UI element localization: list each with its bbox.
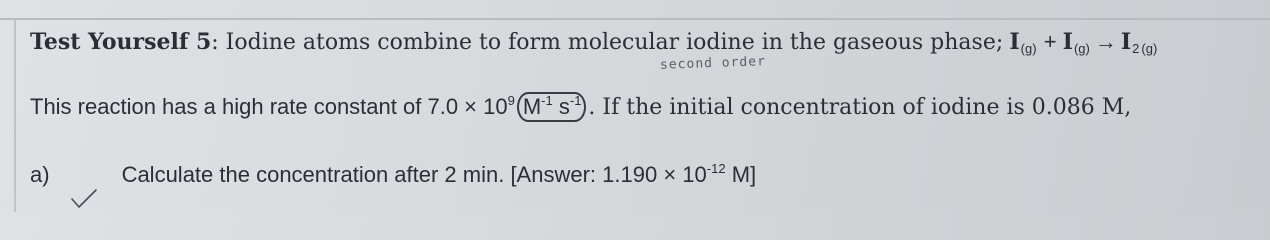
question-title: Test Yourself 5 bbox=[30, 29, 212, 55]
check-mark-icon bbox=[70, 188, 98, 215]
unit-second-exponent: -1 bbox=[569, 93, 582, 108]
part-label: a) bbox=[30, 162, 50, 187]
handwritten-annotation: second order bbox=[659, 54, 767, 73]
plus-sign: + bbox=[1043, 29, 1057, 54]
rate-constant-value bbox=[427, 94, 514, 119]
answer-value bbox=[602, 162, 756, 187]
product-state: (g) bbox=[1141, 41, 1158, 56]
question-line-1 bbox=[30, 29, 1158, 55]
initial-concentration-text: . If the initial concentration of iodine is 0.086 M, bbox=[588, 95, 1132, 120]
reactant-1-state: (g) bbox=[1020, 41, 1037, 56]
answer-exponent: -12 bbox=[706, 161, 726, 176]
rate-constant-mantissa: 7.0 × 10 bbox=[427, 94, 508, 119]
circled-units bbox=[517, 92, 587, 122]
reactant-2-state: (g) bbox=[1073, 41, 1090, 56]
unit-molar-exponent: -1 bbox=[541, 93, 553, 108]
unit-molar: M bbox=[522, 94, 542, 119]
rate-constant-exponent: 9 bbox=[507, 93, 515, 108]
unit-second: s bbox=[558, 94, 570, 119]
reaction-arrow: → bbox=[1094, 29, 1117, 54]
question-line-3 bbox=[30, 162, 756, 188]
question-line-2 bbox=[30, 92, 1131, 122]
answer-mantissa: 1.190 × 10 bbox=[602, 162, 707, 187]
part-a-text: Calculate the concentration after 2 min. [Answer: bbox=[121, 162, 597, 187]
answer-unit: M] bbox=[731, 162, 757, 187]
left-margin-line bbox=[14, 20, 16, 212]
product-subscript: 2 bbox=[1132, 41, 1140, 56]
rate-constant-intro: This reaction has a high rate constant of bbox=[30, 94, 422, 119]
question-intro-text: : Iodine atoms combine to form molecular iodine in the gaseous phase; bbox=[211, 30, 1004, 55]
product-symbol: I bbox=[1120, 29, 1132, 55]
reaction-equation bbox=[1009, 29, 1158, 54]
top-rule-divider bbox=[0, 18, 1270, 20]
reactant-1-symbol: I bbox=[1009, 29, 1020, 55]
reactant-2-symbol: I bbox=[1062, 29, 1073, 55]
